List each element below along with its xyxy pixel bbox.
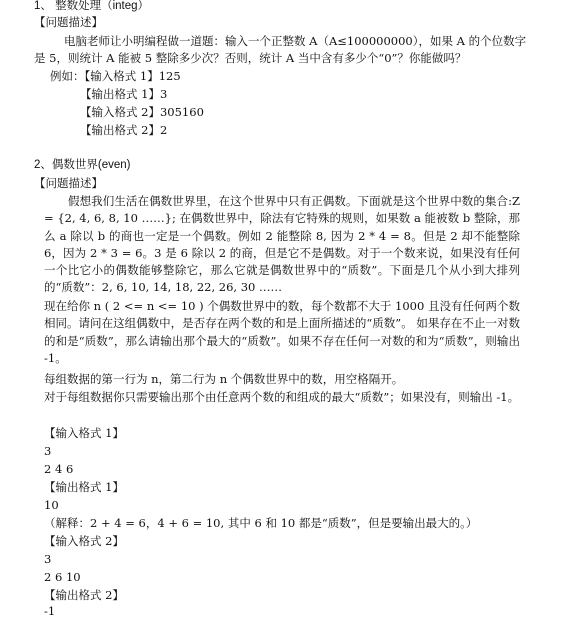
problem1-title: 1、 整数处理（integ） (34, 0, 150, 12)
problem2-desc-heading: 【问题描述】 (34, 176, 103, 190)
example-prefix: 例如： (50, 69, 85, 83)
example-value: 305160 (159, 105, 204, 119)
problem2-output1-value: 10 (44, 498, 59, 512)
problem2-input1-line2: 2 4 6 (44, 462, 74, 476)
problem1-desc-line1: 电脑老师让小明编程做一道题：输入一个正整数 A（A≤100000000），如果 A 的个位数字 (64, 34, 527, 48)
problem2-output1-label: 【输出格式 1】 (44, 480, 124, 494)
problem2-explanation: （解释：2 + 4 = 6，4 + 6 = 10, 其中 6 和 10 都是“质数”，但是要输出最大的。） (44, 516, 478, 530)
problem2-output-desc: 对于每组数据你只需要输出那个由任意两个数的和组成的最大“质数”；如果没有，则输出 -1。 (44, 390, 520, 404)
problem2-input1-line1: 3 (44, 444, 52, 458)
example-value: 3 (159, 87, 168, 101)
problem1-desc-line2: 是 5，则统计 A 能被 5 整除多少次？否则，统计 A 当中含有多少个“0”？你能做吗？ (34, 51, 467, 65)
problem2-input2-line2: 2 6 10 (44, 570, 81, 584)
example-value: 2 (159, 123, 168, 137)
example-label: 【输出格式 2】 (80, 123, 160, 137)
example-value: 125 (158, 69, 181, 83)
problem2-title: 2、偶数世界(even) (34, 159, 131, 171)
example-label: 【输出格式 1】 (80, 87, 160, 101)
problem1-desc-heading: 【问题描述】 (34, 15, 103, 29)
problem2-input-desc: 每组数据的第一行为 n，第二行为 n 个偶数世界中的数，用空格隔开。 (44, 372, 404, 386)
example-label: 【输入格式 2】 (80, 105, 160, 119)
problem2-desc-para1: 假想我们生活在偶数世界里，在这个世界中只有正偶数。下面就是这个世界中数的集合:Z = {2, 4, 6, 8, 10 ……}; 在偶数世界中，除法有它特殊的规则，如果数 a 能被数 b 整除，那么 a 除以 b 的商也一定是一个偶数。例如 2 能整除 8, 因为 2 * 4 = 8。但是 2 却不能整除 6，因为 2 * 3 = 6。3 是 6 除以 2 的商，但是它不是偶数。对于一个数来说，如果没有任何一个比它小的偶数能够整除它，那么它就是偶数世界中的“质数”。下面是几个从小到大排列的“质数”：2, 6, 10, 14, 18, 22, 26, 30 …… (44, 194, 520, 295)
problem2-input1-label: 【输入格式 1】 (44, 426, 124, 440)
problem1-example-row3 (80, 104, 204, 120)
problem2-desc-para2: 现在给你 n ( 2 <= n <= 10 ) 个偶数世界中的数，每个数都不大于 1000 且没有任何两个数相同。请问在这组偶数中，是否存在两个数的和是上面所描述的“质数”。 如果存在不止一对数的和是“质数”，那么请输出那个最大的“质数”。如果不存在任何一对数的和为“质数”，则输出 -1。 (44, 299, 520, 365)
problem2-input2-label: 【输入格式 2】 (44, 534, 124, 548)
example-label: 【输入格式 1】 (84, 69, 159, 83)
problem1-example-row4 (80, 122, 167, 138)
problem2-output2-value: -1 (44, 604, 56, 618)
problem1-example-row1 (50, 68, 181, 84)
problem1-example-row2 (80, 86, 167, 102)
problem2-input2-line1: 3 (44, 552, 52, 566)
problem2-output2-label: 【输出格式 2】 (44, 588, 124, 602)
